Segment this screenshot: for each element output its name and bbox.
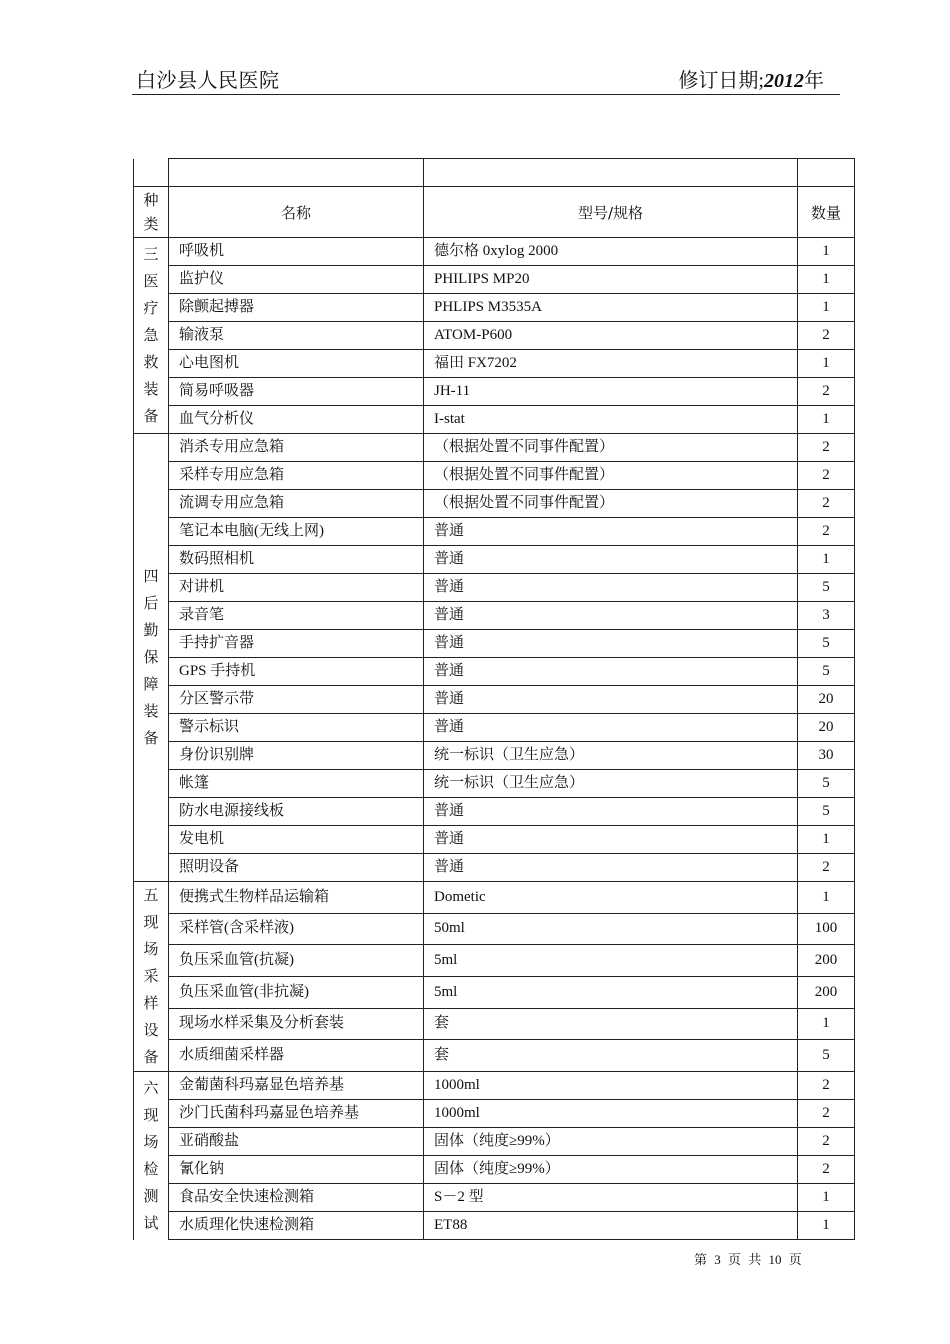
page-number: 第 3 页 共 10 页 [694, 1252, 802, 1267]
category-cell [134, 434, 169, 882]
item-model: 普通 [424, 658, 798, 686]
category-header [134, 187, 169, 238]
category-cell [134, 882, 169, 1072]
item-name: 水质细菌采样器 [169, 1040, 424, 1072]
table-row [134, 406, 855, 434]
item-quantity: 5 [798, 798, 855, 826]
table-row [134, 770, 855, 798]
item-model: 普通 [424, 602, 798, 630]
item-model: 50ml [424, 913, 798, 945]
equipment-table [133, 158, 855, 1240]
column-header-row [134, 187, 855, 238]
hospital-name: 白沙县人民医院 [136, 70, 280, 92]
item-name: 监护仪 [169, 266, 424, 294]
item-name: 血气分析仪 [169, 406, 424, 434]
item-quantity: 200 [798, 945, 855, 977]
item-model: 5ml [424, 976, 798, 1008]
item-quantity: 2 [798, 322, 855, 350]
table-row [134, 434, 855, 462]
table-row [134, 1100, 855, 1128]
table-row [134, 630, 855, 658]
item-name: 现场水样采集及分析套装 [169, 1008, 424, 1040]
item-quantity: 20 [798, 714, 855, 742]
item-name: 分区警示带 [169, 686, 424, 714]
table-row [134, 322, 855, 350]
category-label: 六现场检测试 [143, 1078, 159, 1232]
table-row [134, 602, 855, 630]
item-name: 警示标识 [169, 714, 424, 742]
item-model: 德尔格 0xylog 2000 [424, 238, 798, 266]
item-model: 5ml [424, 945, 798, 977]
item-model: 1000ml [424, 1072, 798, 1100]
table-row [134, 658, 855, 686]
item-name: 流调专用应急箱 [169, 490, 424, 518]
item-name: 简易呼吸器 [169, 378, 424, 406]
category-cell [134, 238, 169, 434]
item-model: I-stat [424, 406, 798, 434]
item-name: 身份识别牌 [169, 742, 424, 770]
item-model: 套 [424, 1008, 798, 1040]
item-model: 普通 [424, 574, 798, 602]
item-name: 采样专用应急箱 [169, 462, 424, 490]
item-quantity: 5 [798, 770, 855, 798]
item-name: 食品安全快速检测箱 [169, 1184, 424, 1212]
item-model: JH-11 [424, 378, 798, 406]
item-quantity: 2 [798, 518, 855, 546]
item-quantity: 2 [798, 1072, 855, 1100]
item-model: 普通 [424, 854, 798, 882]
blank-row [134, 159, 855, 187]
item-model: 普通 [424, 630, 798, 658]
table-row [134, 714, 855, 742]
item-model: 普通 [424, 686, 798, 714]
item-quantity: 100 [798, 913, 855, 945]
item-quantity: 2 [798, 490, 855, 518]
revision-label: 修订日期; [678, 70, 764, 92]
model-header: 型号/规格 [424, 187, 798, 238]
header-rule [132, 94, 840, 95]
item-model: PHLIPS M3535A [424, 294, 798, 322]
item-quantity: 5 [798, 630, 855, 658]
name-header: 名称 [169, 187, 424, 238]
table-row [134, 350, 855, 378]
item-quantity: 5 [798, 574, 855, 602]
table-row [134, 378, 855, 406]
table-row [134, 976, 855, 1008]
table-row [134, 1128, 855, 1156]
item-name: 水质理化快速检测箱 [169, 1212, 424, 1240]
table-row [134, 238, 855, 266]
item-quantity: 1 [798, 406, 855, 434]
item-quantity: 1 [798, 238, 855, 266]
category-label: 三医疗急救装备 [143, 245, 159, 425]
item-quantity: 2 [798, 1128, 855, 1156]
item-quantity: 5 [798, 658, 855, 686]
item-name: 亚硝酸盐 [169, 1128, 424, 1156]
item-quantity: 5 [798, 1040, 855, 1072]
table-row [134, 1008, 855, 1040]
item-quantity: 1 [798, 1008, 855, 1040]
item-model: 1000ml [424, 1100, 798, 1128]
item-name: 采样管(含采样液) [169, 913, 424, 945]
item-quantity: 1 [798, 1212, 855, 1240]
item-model: Dometic [424, 882, 798, 914]
item-quantity: 1 [798, 1184, 855, 1212]
table-row [134, 798, 855, 826]
category-label: 五现场采样设备 [143, 886, 159, 1066]
item-quantity: 1 [798, 350, 855, 378]
category-label: 四后勤保障装备 [143, 567, 159, 747]
item-name: 照明设备 [169, 854, 424, 882]
item-name: 心电图机 [169, 350, 424, 378]
item-name: 氰化钠 [169, 1156, 424, 1184]
item-quantity: 3 [798, 602, 855, 630]
quantity-header: 数量 [798, 187, 855, 238]
item-name: 沙门氏菌科玛嘉显色培养基 [169, 1100, 424, 1128]
item-name: 负压采血管(非抗凝) [169, 976, 424, 1008]
table-row [134, 882, 855, 914]
item-name: 除颤起搏器 [169, 294, 424, 322]
table-row [134, 546, 855, 574]
item-model: 普通 [424, 546, 798, 574]
item-quantity: 2 [798, 434, 855, 462]
item-quantity: 2 [798, 462, 855, 490]
item-quantity: 200 [798, 976, 855, 1008]
item-model: （根据处置不同事件配置） [424, 462, 798, 490]
item-quantity: 20 [798, 686, 855, 714]
item-quantity: 30 [798, 742, 855, 770]
item-name: 发电机 [169, 826, 424, 854]
table-row [134, 945, 855, 977]
item-name: 消杀专用应急箱 [169, 434, 424, 462]
item-quantity: 2 [798, 1156, 855, 1184]
table-row [134, 574, 855, 602]
item-name: 对讲机 [169, 574, 424, 602]
table-row [134, 854, 855, 882]
item-quantity: 1 [798, 294, 855, 322]
item-name: 笔记本电脑(无线上网) [169, 518, 424, 546]
category-cell [134, 1072, 169, 1240]
item-quantity: 1 [798, 826, 855, 854]
item-model: 普通 [424, 518, 798, 546]
item-quantity: 2 [798, 378, 855, 406]
item-name: 手持扩音器 [169, 630, 424, 658]
item-name: 便携式生物样品运输箱 [169, 882, 424, 914]
item-name: 负压采血管(抗凝) [169, 945, 424, 977]
item-name: 呼吸机 [169, 238, 424, 266]
item-quantity: 2 [798, 854, 855, 882]
table-row [134, 1072, 855, 1100]
revision-date [678, 64, 824, 93]
item-quantity: 1 [798, 882, 855, 914]
item-model: 福田 FX7202 [424, 350, 798, 378]
item-name: 帐篷 [169, 770, 424, 798]
category-header-text: 种类 [143, 191, 159, 233]
item-model: ET88 [424, 1212, 798, 1240]
table-row [134, 266, 855, 294]
item-model: （根据处置不同事件配置） [424, 434, 798, 462]
item-model: 固体（纯度≥99%） [424, 1156, 798, 1184]
item-model: 普通 [424, 714, 798, 742]
item-model: 套 [424, 1040, 798, 1072]
item-model: 固体（纯度≥99%） [424, 1128, 798, 1156]
item-name: GPS 手持机 [169, 658, 424, 686]
item-model: （根据处置不同事件配置） [424, 490, 798, 518]
table-row [134, 1040, 855, 1072]
item-quantity: 1 [798, 266, 855, 294]
table-row [134, 742, 855, 770]
table-row [134, 1212, 855, 1240]
equipment-table-body [134, 159, 855, 1240]
item-quantity: 2 [798, 1100, 855, 1128]
item-model: 普通 [424, 826, 798, 854]
item-model: S－2 型 [424, 1184, 798, 1212]
item-quantity: 1 [798, 546, 855, 574]
item-model: ATOM-P600 [424, 322, 798, 350]
item-name: 金葡菌科玛嘉显色培养基 [169, 1072, 424, 1100]
item-name: 录音笔 [169, 602, 424, 630]
revision-year: 2012 [764, 70, 804, 92]
table-row [134, 462, 855, 490]
table-row [134, 826, 855, 854]
table-row [134, 1184, 855, 1212]
table-row [134, 490, 855, 518]
item-name: 数码照相机 [169, 546, 424, 574]
table-row [134, 518, 855, 546]
item-model: 普通 [424, 798, 798, 826]
table-row [134, 1156, 855, 1184]
table-row [134, 686, 855, 714]
table-row [134, 294, 855, 322]
item-name: 防水电源接线板 [169, 798, 424, 826]
item-model: PHILIPS MP20 [424, 266, 798, 294]
item-name: 输液泵 [169, 322, 424, 350]
table-row [134, 913, 855, 945]
item-model: 统一标识（卫生应急） [424, 770, 798, 798]
revision-suffix: 年 [804, 70, 824, 92]
item-model: 统一标识（卫生应急） [424, 742, 798, 770]
